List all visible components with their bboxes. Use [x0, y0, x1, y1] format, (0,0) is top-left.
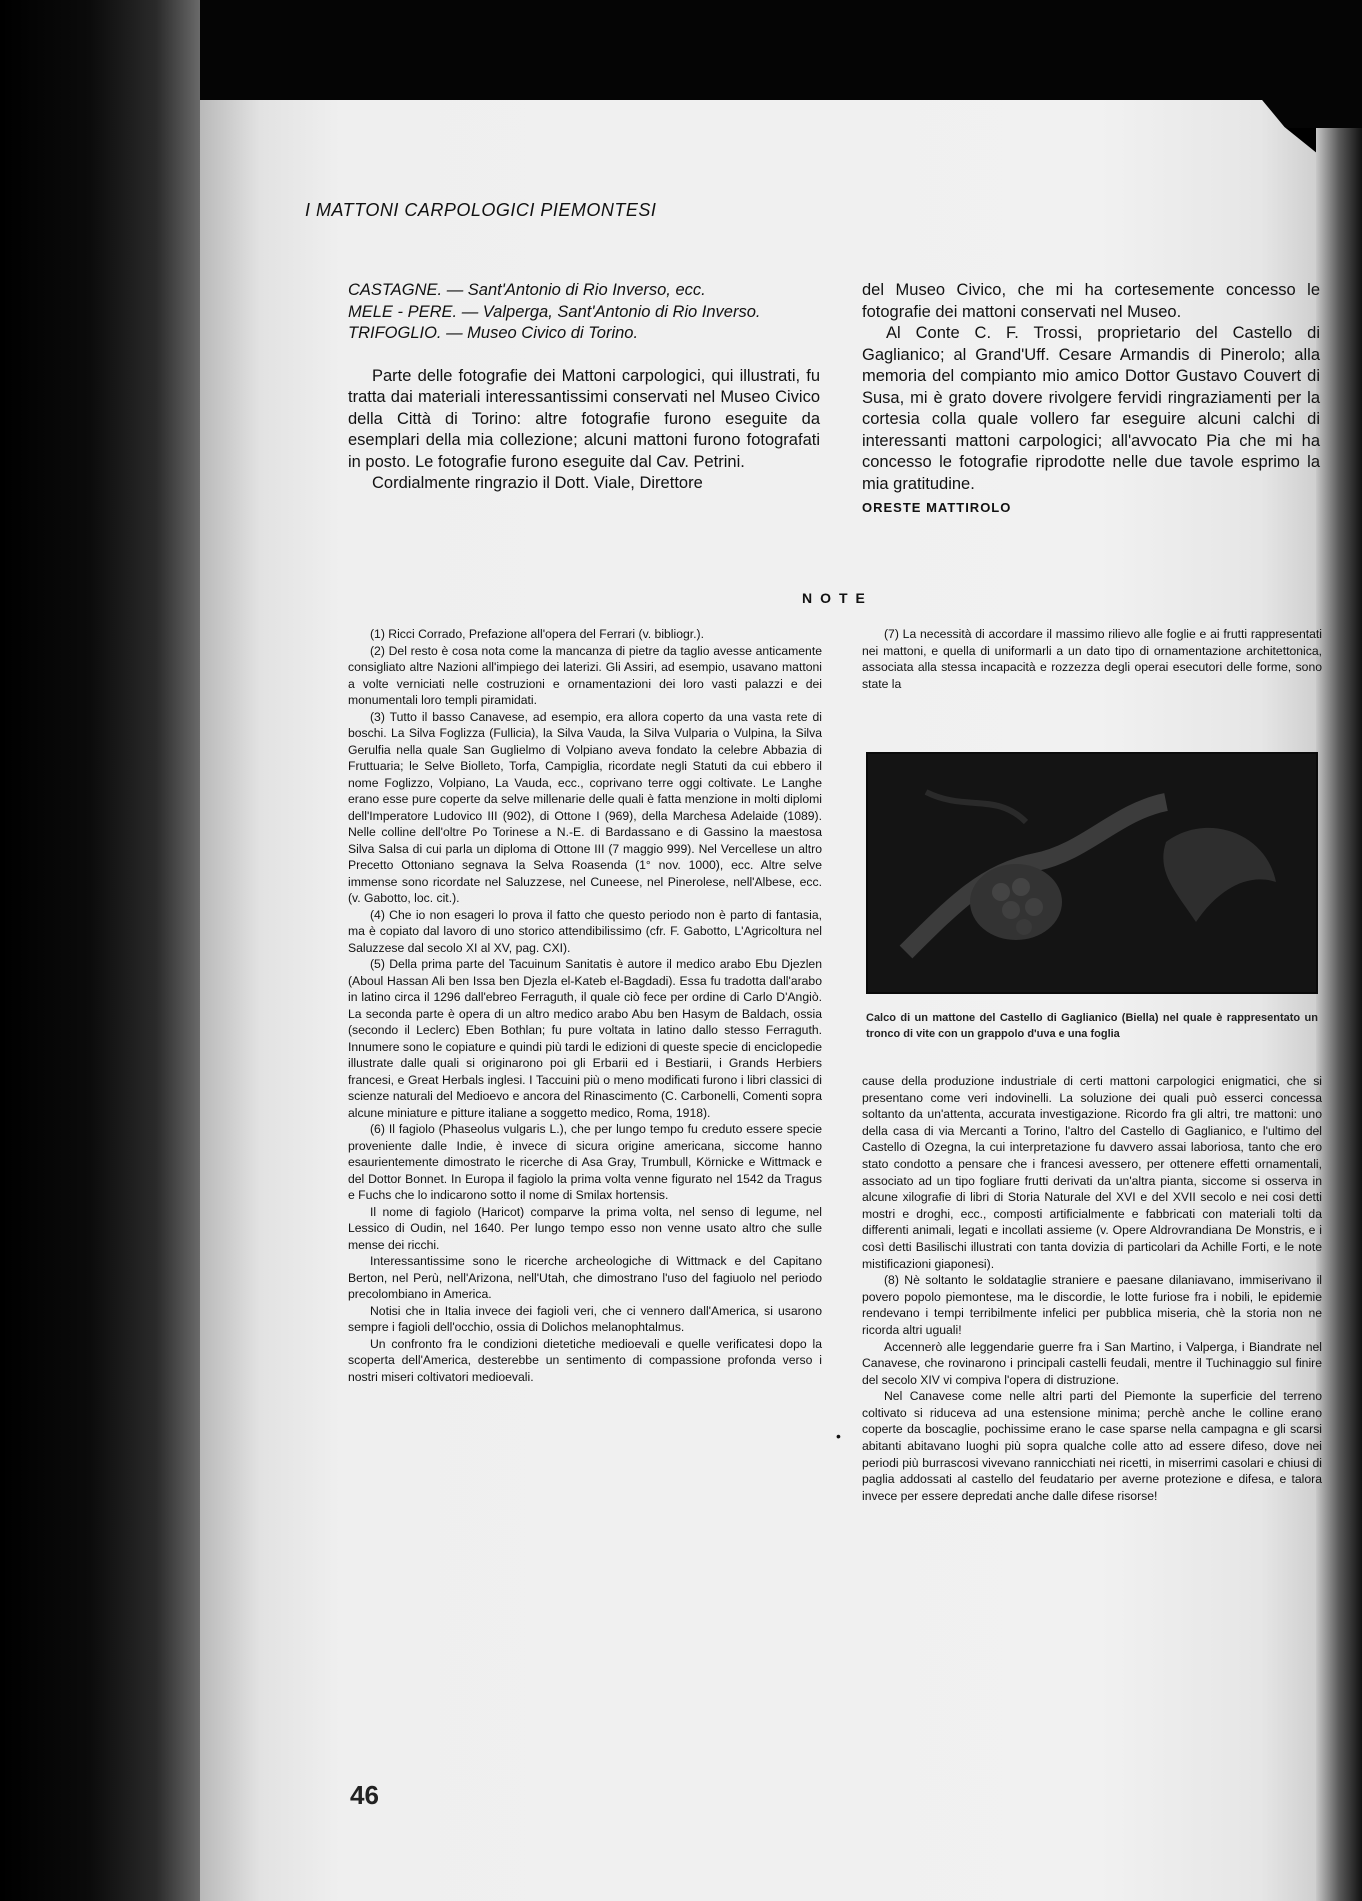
notes-heading: NOTE	[802, 590, 873, 606]
brick-cast-photo	[866, 752, 1318, 994]
intro-paragraph: del Museo Civico, che mi ha cortesemente concesso le fotografie dei mattoni conservati nel Museo.	[862, 281, 1320, 321]
page-number: 46	[350, 1780, 379, 1810]
running-head: I MATTONI CARPOLOGICI PIEMONTESI	[305, 200, 657, 220]
footnote: Notisi che in Italia invece dei fagioli veri, che ci vennero dall'America, si usarono sempre i fagioli dell'occhio, ossia di Dolichos melanophtalmus.	[348, 1303, 822, 1334]
brick-relief-image	[866, 752, 1318, 994]
intro-right-column	[862, 280, 1320, 519]
notes-left-column	[348, 626, 822, 1385]
notes-right-bottom	[862, 1073, 1322, 1504]
footnote: (2) Del resto è cosa nota come la mancanza di pietre da taglio avesse anticamente consigliato altre Nazioni all'impiego dei laterizi. Gli Assiri, ad esempio, usavano mattoni a volte verniciati nelle costruzioni e ornamentazioni dei loro vasti palazzi e dei monumentali loro templi piramidati.	[348, 643, 822, 707]
margin-mark: •	[836, 1428, 841, 1444]
list-line: MELE - PERE. — Valperga, Sant'Antonio di Rio Inverso.	[348, 302, 761, 321]
photo-caption: Calco di un mattone del Castello di Gaglianico (Biella) nel quale è rappresentato un tronco di vite con un grappolo d'uva e una foglia	[866, 1012, 1318, 1040]
footnote: Interessantissime sono le ricerche archeologiche di Wittmack e del Capitano Berton, nel Perù, nell'Arizona, nell'Utah, che dimostrano l'uso del fagiuolo nel periodo precolombiano in America.	[348, 1254, 822, 1301]
intro-left-column	[348, 280, 820, 495]
scan-border-right	[1316, 128, 1362, 1901]
footnote: (6) Il fagiolo (Phaseolus vulgaris L.), che per lungo tempo fu creduto essere specie proveniente dalle Indie, è invece di sicura origine americana, siccome hanno esaurientemente dimostrato le ricerche di Asa Gray, Trumbull, Körnicke e Wittmack e del Dottor Bonnet. In Europa il fagiolo la prima volta venne figurato nel 1542 da Tragus e Fuchs che lo indicarono sotto il nome di Smilax hortensis.	[348, 1122, 822, 1202]
intro-paragraph: Parte delle fotografie dei Mattoni carpologici, qui illustrati, fu tratta dai materiali interessantissimi conservati nel Museo Civico della Città di Torino: altre fotografie furono eseguite da esemplari della mia collezione; alcuni mattoni furono fotografati in posto. Le fotografie furono eseguite dal Cav. Petrini.	[348, 366, 820, 471]
footnote: (3) Tutto il basso Canavese, ad esempio, era allora coperto da una vasta rete di boschi. La Silva Foglizza (Fullicia), la Silva Vauda, la Silva Vulparia o Vulpina, la Silva Gerulfia nella quale San Guglielmo di Volpiano aveva fondato la celebre Abbazia di Fruttuaria; le Selve Biolleto, Torfa, Campiglia, ricordate negli Statuti da cui ebbero il nome Foglizzo, Volpiano, La Vauda, ecc., coprivano terre oggi coltivate. Le Langhe erano esse pure coperte da selve millenarie delle quali è fatta menzione in molti diplomi dell'Imperatore Ludovico III (902), di Ottone I (969), della Marchesa Adelaide (1089). Nelle colline dell'oltre Po Torinese a N.-E. di Bardassano e di Gassino la maestosa Silva Salsa di cui parla un diploma di Ottone III (7 maggio 999). Nel Vercellese un altro Precetto Ottoniano segnava la Selva Roasenda (1° nov. 1000), ecc. Altre selve immense sono ricordate nel Saluzzese, nel Cuneese, nel Pinerolese, nell'Albese, ecc. (v. Gabotto, loc. cit.).	[348, 709, 822, 905]
list-line: TRIFOGLIO. — Museo Civico di Torino.	[348, 324, 639, 342]
intro-paragraph: Al Conte C. F. Trossi, proprietario del Castello di Gaglianico; al Grand'Uff. Cesare Armandis di Pinerolo; alla memoria del compianto mio amico Dottor Gustavo Couvert di Susa, mi è grato dovere rivolgere fervidi ringraziamenti per la cortesia colla quale vollero far eseguire alcuni calchi di interessanti mattoni carpologici; all'avvocato Pia che mi ha concesso le fotografie riprodotte nelle due tavole esprimo la mia gratitudine.	[862, 324, 1320, 493]
footnote: (7) La necessità di accordare il massimo rilievo alle foglie e ai frutti rappresentati nei mattoni, e quella di uniformarli a un dato tipo di ornamentazione architettonica, associata alla stessa incapacità e rozzezza degli operai esecutori delle forme, sono state la	[862, 627, 1322, 691]
footnote: (4) Che io non esageri lo prova il fatto che questo periodo non è parto di fantasia, ma è copiato dal lavoro di uno storico attendibilissimo (cfr. F. Gabotto, L'Agricoltura nel Saluzzese dal secolo XI al XV, pag. CXI).	[348, 907, 822, 955]
footnote: Il nome di fagiolo (Haricot) comparve la prima volta, nel senso di legume, nel Lessico di Oudin, nel 1640. Per lungo tempo esso non venne usato altro che sulle mense dei ricchi.	[348, 1204, 822, 1252]
author-signature: ORESTE MATTIROLO	[862, 500, 1012, 515]
footnote: cause della produzione industriale di certi mattoni carpologici enigmatici, che si presentano come veri indovinelli. La soluzione dei quali può esserci concessa soltanto da un'attenta, accurata investigazione. Ricordo fra gli altri, tre mattoni: uno della casa di via Mercanti a Torino, l'altro del Castello di Gaglianico, e l'ultimo del Castello di Ozegna, la cui interpretazione fu davvero assai laboriosa, tanto che ero stato condotto a pensare che i francesi avessero, per ottenere effetti ornamentali, associato ad un tipo fogliare frutti derivati da un'altra pianta, siccome si osserva in alcune xilografie di libri di Storia Naturale del XVI e del XVII secolo e nei cosi detti mostri e droghi, ecc., composti artificialmente e fabbricati con materiali tolti da differenti animali, legati e incollati assieme (v. Opere Aldrovrandiana De Monstris, e i così detti Basilischi illustrati con tanta dovizia di particolari da Achille Forti, e le note mistificazioni giaponesi).	[862, 1074, 1322, 1271]
footnote: Nel Canavese come nelle altri parti del Piemonte la superficie del terreno coltivato si riduceva ad una estensione minima; perchè anche le colline erano coperte da boscaglie, pochissime erano le case sparse nella campagna e gli scarsi abitanti abitavano luoghi più sopra qualche colle atto ad essere difeso, dove nei periodi più burrascosi vivevano rannicchiati nei ricetti, in miserrimi casolari e chiusi di paglia addossati al castello del feudatario per averne protezione e difesa, e talora invece per essere depredati anche dalle difese risorse!	[862, 1389, 1322, 1503]
intro-paragraph: Cordialmente ringrazio il Dott. Viale, Direttore	[372, 474, 703, 492]
list-line: CASTAGNE. — Sant'Antonio di Rio Inverso, ecc.	[348, 281, 706, 299]
footnote: Un confronto fra le condizioni dietetiche medioevali e quelle verificatesi dopo la scoperta dell'America, desterebbe un sentimento di compassione profonda verso i nostri miseri coltivatori medioevali.	[348, 1336, 822, 1384]
scan-border-left	[0, 0, 200, 1901]
footnote: (8) Nè soltanto le soldataglie straniere e paesane dilaniavano, immiserivano il povero popolo piemontese, ma le discordie, le lotte furiose fra i nobili, le epidemie rendevano i tempi terribilmente infelici per pubblica miseria, chè la storia non ne ricorda altri uguali!	[862, 1273, 1322, 1337]
footnote: (1) Ricci Corrado, Prefazione all'opera del Ferrari (v. bibliogr.).	[370, 627, 704, 641]
notes-right-top	[862, 626, 1322, 692]
footnote: (5) Della prima parte del Tacuinum Sanitatis è autore il medico arabo Ebu Djezlen (Aboul Hassan Ali ben Issa ben Djezla el-Kateb el-Bagdadi). Essa fu tradotta dall'arabo in latino circa il 1296 dall'ebreo Ferraguth, il quale ciò fece per ordine di Carlo D'Angiò. La seconda parte è opera di un altro medico arabo Abu ben Hasym de Baldach, ossia (secondo il Leclerc) Eben Bothlan; fu pure voltata in latino dallo stesso Ferraguth. Innumere sono le copiature e quindi più tardi le edizioni di queste specie di enciclopedie illustrate dalle quali si originarono poi gli Erbarii ed i Bestiarii, i Grands Herbiers francesi, e Great Herbals inglesi. I Taccuini più o meno modificati furono i libri classici di scienze naturali del Medioevo e ancora del Rinascimento (C. Carbonelli, Comenti sopra alcune miniature e pitture italiane a soggetto medico, Roma, 1918).	[348, 957, 822, 1120]
footnote: Accennerò alle leggendarie guerre fra i San Martino, i Valperga, i Biandrate nel Canavese, che rovinarono i principali castelli feudali, mentre il Tuchinaggio sul finire del secolo XIV vi compiva l'opera di distruzione.	[862, 1339, 1322, 1387]
